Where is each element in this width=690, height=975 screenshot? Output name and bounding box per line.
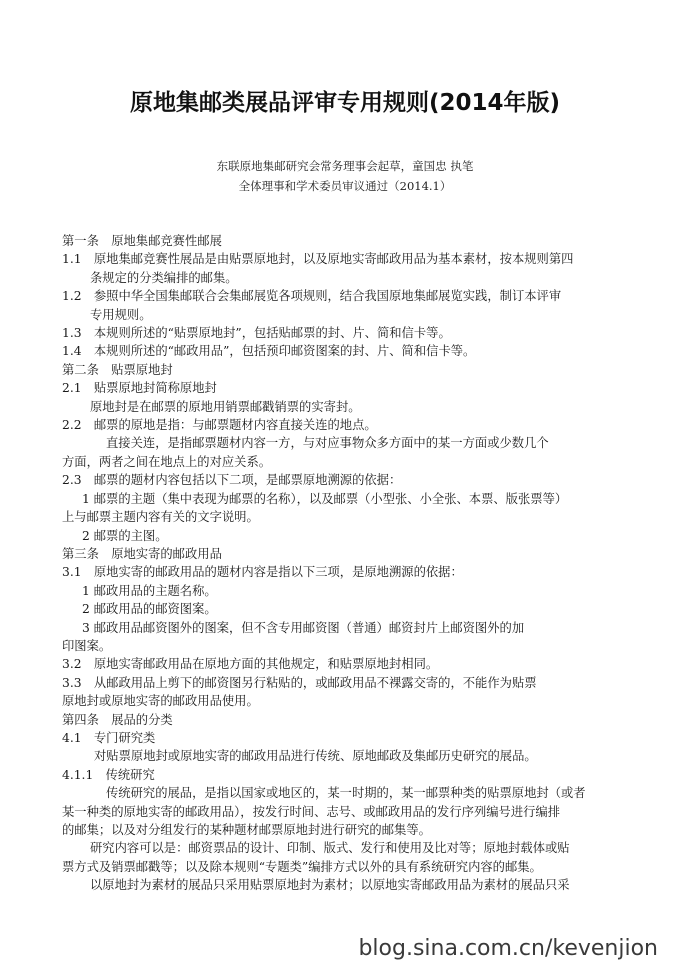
document-title: 原地集邮类展品评审专用规则(2014年版) <box>129 90 561 116</box>
paragraph-line: 的邮集；以及对分组发行的某种题材邮票原地封进行研究的邮集等。 <box>62 823 431 837</box>
article-heading: 第二条 贴票原地封 <box>62 362 173 377</box>
clause-line: 1.4 本规则所述的“邮政用品”，包括预印邮资图案的封、片、简和信卡等。 <box>62 344 476 359</box>
author-line: 东联原地集邮研究会常务理事会起草，童国忠 执笔 <box>216 159 474 173</box>
approval-line: 全体理事和学术委员审议通过（2014.1） <box>238 179 452 193</box>
list-item: 1 邮政用品的主题名称。 <box>82 583 217 598</box>
clause-line: 1.3 本规则所述的“贴票原地封”，包括贴邮票的封、片、简和信卡等。 <box>62 326 451 341</box>
paragraph-line: 方面，两者之间在地点上的对应关系。 <box>62 454 272 469</box>
clause-line: 4.1.1 传统研究 <box>62 767 155 782</box>
clause-line: 2.1 贴票原地封简称原地封 <box>62 381 217 396</box>
clause-line: 2.3 邮票的题材内容包括以下二项，是邮票原地溯源的依据： <box>62 473 402 488</box>
article-heading: 第四条 展品的分类 <box>62 712 173 727</box>
list-item: 1 邮票的主题（集中表现为邮票的名称），以及邮票（小型张、小全张、本票、版张票等） <box>82 491 568 506</box>
clause-line: 1.1 原地集邮竞赛性展品是由贴票原地封，以及原地实寄邮政用品为基本素材，按本规则第四 <box>62 252 574 267</box>
clause-line: 1.2 参照中华全国集邮联合会集邮展览各项规则，结合我国原地集邮展览实践，制订本评审 <box>62 289 562 304</box>
clause-line: 3.1 原地实寄的邮政用品的题材内容是指以下三项，是原地溯源的依据： <box>62 565 463 580</box>
list-item: 3 邮政用品邮资图外的图案，但不含专用邮资图（普通）邮资封片上邮资图外的加 <box>82 620 525 635</box>
paragraph-line: 票方式及销票邮戳等；以及除本规则“专题类”编排方式以外的具有系统研究内容的邮集。 <box>62 859 542 874</box>
clause-continuation: 条规定的分类编排的邮集。 <box>90 270 238 285</box>
clause-continuation: 专用规则。 <box>90 307 152 322</box>
paragraph-line: 对贴票原地封或原地实寄的邮政用品进行传统、原地邮政及集邮历史研究的展品。 <box>94 749 537 764</box>
article-heading: 第三条 原地实寄的邮政用品 <box>62 546 222 561</box>
article-heading: 第一条 原地集邮竞赛性邮展 <box>62 234 222 248</box>
paragraph-line: 以原地封为素材的展品只采用贴票原地封为素材；以原地实寄邮政用品为素材的展品只采 <box>90 878 570 893</box>
document-body <box>62 232 642 895</box>
list-item: 2 邮政用品的邮资图案。 <box>82 602 217 617</box>
clause-line: 4.1 专门研究类 <box>62 730 156 745</box>
clause-line: 3.3 从邮政用品上剪下的邮资图另行粘贴的，或邮政用品不裸露交寄的，不能作为贴票 <box>62 675 537 690</box>
clause-line: 2.2 邮票的原地是指：与邮票题材内容直接关连的地点。 <box>62 418 377 433</box>
paragraph-line: 传统研究的展品，是指以国家或地区的，某一时期的，某一邮票种类的贴票原地封（或者 <box>106 786 586 801</box>
paragraph-line: 印图案。 <box>62 638 112 653</box>
clause-line: 3.2 原地实寄邮政用品在原地方面的其他规定，和贴票原地封相同。 <box>62 657 439 672</box>
paragraph-line: 直接关连，是指邮票题材内容一方，与对应事物众多方面中的某一方面或少数几个 <box>106 436 549 451</box>
paragraph-line: 研究内容可以是：邮资票品的设计、印制、版式、发行和使用及比对等；原地封载体或贴 <box>90 841 570 856</box>
blog-watermark: blog.sina.com.cn/kevenjion <box>358 936 658 961</box>
paragraph-line: 某一种类的原地实寄的邮政用品），按发行时间、志号、或邮政用品的发行序列编号进行编排 <box>62 804 561 819</box>
paragraph-line: 上与邮票主题内容有关的文字说明。 <box>62 510 259 525</box>
list-item: 2 邮票的主图。 <box>82 528 168 543</box>
paragraph-line: 原地封或原地实寄的邮政用品使用。 <box>62 694 259 709</box>
paragraph-line: 原地封是在邮票的原地用销票邮戳销票的实寄封。 <box>90 399 361 414</box>
